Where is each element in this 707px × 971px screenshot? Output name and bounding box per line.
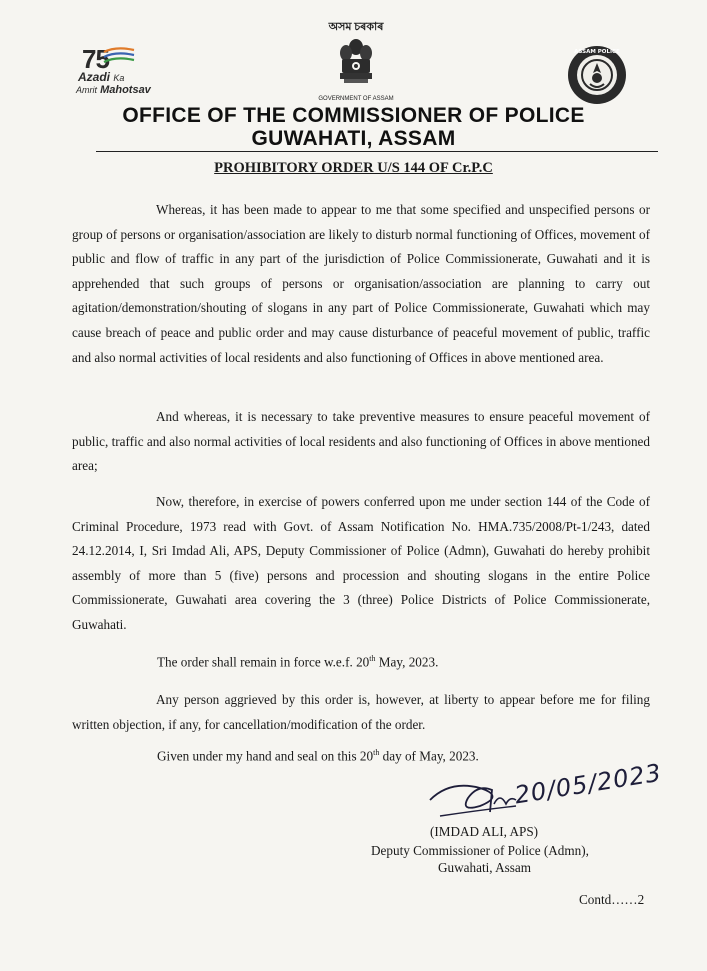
order-in-force-line: [157, 654, 438, 670]
paragraph-whereas: Whereas, it has been made to appear to me that some specified and unspecified persons or group of persons or organisation/association are likely to disturb normal functioning of Offices, movement of public and flow of traffic in any part of the jurisdiction of Police Commissionerate, Guwahati and it is apprehended that such groups of persons or organisation/association are planning to carry out agitation/demonstration/shouting of slogans in any part of Police Commissionerate, Guwahati which may cause breach of peace and public order and may cause disturbance of peaceful movement of public, traffic and also normal activities of local residents and also functioning of Offices in above mentioned area.: [72, 202, 650, 365]
header-divider: [96, 151, 658, 152]
azadi-75-number: 75: [82, 44, 109, 74]
paragraph-aggrieved: Any person aggrieved by this order is, however, at liberty to appear before me for filing written objection, if any, for cancellation/modification of the order.: [72, 692, 650, 732]
emblem-caption: GOVERNMENT OF ASSAM: [318, 96, 394, 102]
signatory-place: Guwahati, Assam: [438, 860, 532, 875]
azadi-word: Azadi: [78, 70, 111, 84]
azadi-flag-icon: [102, 46, 136, 68]
mahotsav-word: Mahotsav: [100, 84, 151, 96]
force-text: The order shall remain in force w.e.f. 20: [157, 654, 370, 670]
emblem-assamese-title: অসম চৰকাৰ: [328, 21, 384, 33]
azadi-line2: [76, 84, 151, 96]
given-text: Given under my hand and seal on this 20: [157, 748, 374, 764]
government-emblem: [318, 18, 394, 102]
amrit-word: Amrit: [76, 85, 97, 95]
force-sup: th: [369, 654, 376, 663]
ashoka-lion-emblem-icon: [336, 37, 376, 89]
seal-text: ASSAM POLICE: [574, 49, 620, 55]
azadi-line1: [78, 70, 124, 84]
office-title-line2: GUWAHATI, ASSAM: [251, 127, 456, 150]
paragraph-and-whereas: And whereas, it is necessary to take preventive measures to ensure peaceful movement of public, traffic and also normal activities of local residents and also functioning of Offices in above mentioned area;: [72, 409, 650, 474]
order-heading: PROHIBITORY ORDER U/S 144 OF Cr.P.C: [214, 160, 493, 176]
force-text-end: May, 2023.: [375, 654, 439, 670]
given-sup: th: [373, 748, 380, 757]
handwritten-date: 20/05/2023: [512, 758, 664, 810]
azadi-ka-amrit-mahotsav-logo: [72, 44, 162, 106]
assam-police-seal: [566, 44, 628, 106]
paragraph-now-therefore: Now, therefore, in exercise of powers conferred upon me under section 144 of the Code of Criminal Procedure, 1973 read with Govt. of Assam Notification No. HMA.735/2008/Pt-1/243, dated 24.12.2014, I, Sri Imdad Ali, APS, Deputy Commissioner of Police (Admn), Guwahati do hereby prohibit assembly of more than 5 (five) persons and procession and shouting slogans in the entire Police Commissionerate, Guwahati area covering the 3 (three) Police Districts of Police Commissionerate, Guwahati.: [72, 494, 650, 632]
signatory-designation: Deputy Commissioner of Police (Admn),: [371, 843, 589, 858]
assam-police-seal-icon: [566, 44, 628, 106]
ka-word: Ka: [113, 73, 125, 83]
given-text-end: day of May, 2023.: [379, 748, 479, 764]
continued-marker: Contd……2: [579, 892, 645, 907]
office-title-line1: OFFICE OF THE COMMISSIONER OF POLICE: [122, 104, 585, 127]
signatory-name: (IMDAD ALI, APS): [430, 824, 539, 839]
